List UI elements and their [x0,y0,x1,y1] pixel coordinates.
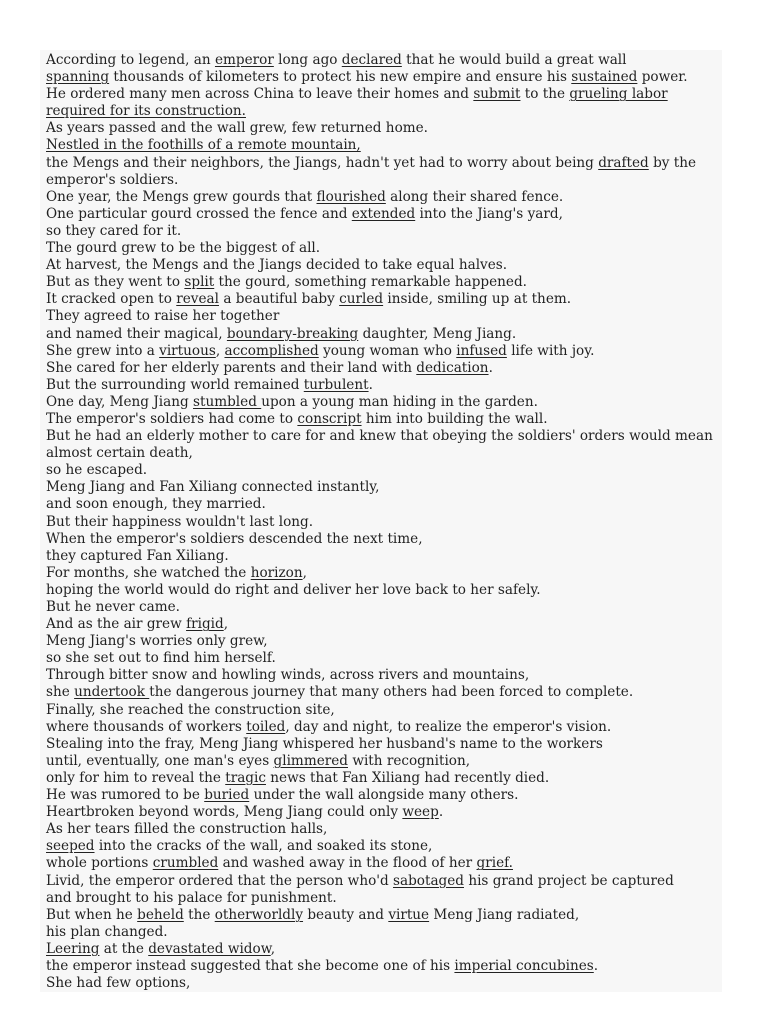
underlined-term: buried [204,787,250,804]
underlined-term: submit [473,86,521,103]
text-segment: beauty and [303,906,389,923]
text-segment: the dangerous journey that many others had been forced to complete. [149,684,634,701]
text-segment: One particular gourd crossed the fence and [46,205,352,222]
text-line [46,565,722,582]
text-line [46,667,722,684]
underlined-term: otherworldly [214,906,304,923]
underlined-term: Leering [46,940,100,957]
text-segment: He was rumored to be [46,787,205,804]
underlined-term: weep [402,804,439,821]
text-line [46,582,722,599]
underlined-term: boundary-breaking [226,325,359,342]
text-segment: that he would build a great wall [401,52,627,68]
text-segment: long ago [273,52,342,68]
underlined-term: toiled [246,718,286,735]
text-line [46,787,722,804]
underlined-term: virtuous [159,342,216,359]
underlined-term: extended [351,205,416,222]
text-segment: , [270,940,276,957]
text-line [46,616,722,633]
text-segment: But he never came. [46,599,180,615]
text-segment: . [368,376,373,393]
text-line [46,907,722,924]
text-segment: She grew into a [46,342,160,359]
underlined-term: declared [341,52,402,68]
text-segment: , [302,564,307,581]
text-segment: life with joy. [506,342,595,359]
underlined-term: horizon [250,564,303,581]
text-line [46,719,722,736]
text-segment: According to legend, an [46,52,215,68]
text-line [46,873,722,890]
text-segment: the [183,906,215,923]
text-segment: When the emperor's soldiers descended the next time, [46,530,423,547]
underlined-term: accomplished [224,342,319,359]
text-segment: But as they went to [46,274,185,291]
underlined-term: frigid [186,616,224,633]
text-line [46,650,722,667]
text-line [46,633,722,650]
text-segment: One day, Meng Jiang [46,393,194,410]
underlined-term: devastated widow [148,940,271,957]
underlined-term: curled [339,291,384,308]
text-line [46,257,722,274]
underlined-term: stumbled [193,393,262,410]
text-segment: only for him to reveal the [46,769,226,786]
text-segment: and named their magical, [46,325,227,342]
text-line [46,52,722,69]
text-segment: the emperor instead suggested that she become one of his [46,957,455,974]
text-segment: and soon enough, they married. [46,496,266,513]
underlined-term: dedication [416,359,489,376]
text-line [46,343,722,360]
text-line [46,120,722,137]
text-segment: young woman who [318,342,457,359]
text-line [46,326,722,343]
text-line [46,890,722,907]
text-segment: and brought to his palace for punishment. [46,889,337,906]
text-segment: news that Fan Xiliang had recently died. [265,769,550,786]
text-line [46,975,722,992]
text-segment: his grand project be captured [464,872,674,889]
text-line [46,86,722,120]
text-segment: Finally, she reached the construction site, [46,701,335,718]
text-segment: upon a young man hiding in the garden. [261,393,538,410]
text-segment: And as the air grew [46,616,187,633]
underlined-term: virtue [388,906,430,923]
text-segment: . [488,359,493,376]
text-line [46,308,722,325]
underlined-term: reveal [176,291,219,308]
underlined-term: imperial concubines [454,957,594,974]
underlined-term: crumbled [152,855,219,872]
text-line [46,821,722,838]
text-segment: , [223,616,229,633]
text-segment: along their shared fence. [385,188,564,205]
text-segment: and washed away in the flood of her [218,855,477,872]
text-line [46,514,722,531]
text-segment: she [46,684,75,701]
underlined-term: sustained [571,69,638,86]
underlined-term: tragic [225,769,266,786]
text-line [46,753,722,770]
text-line [46,855,722,872]
text-segment: One year, the Mengs grew gourds that [46,188,317,205]
text-line [46,958,722,975]
text-segment: The gourd grew to be the biggest of all. [46,240,321,257]
text-segment: . [593,957,599,974]
text-segment: , day and night, to realize the emperor's vision. [285,718,612,735]
underlined-term: seeped [46,838,95,855]
text-segment: under the wall alongside many others. [249,787,519,804]
text-segment: to the [520,86,570,103]
text-segment: Meng Jiang and Fan Xiliang connected instantly, [46,479,380,496]
text-line [46,240,722,257]
text-line [46,804,722,821]
text-line [46,274,722,291]
text-segment: . [438,804,444,821]
underlined-term: drafted [598,154,649,171]
text-line [46,223,722,240]
underlined-term: split [184,274,215,291]
text-line [46,394,722,411]
text-segment: into the Jiang's yard, [415,205,563,222]
text-segment: But their happiness wouldn't last long. [46,513,314,530]
text-segment: with recognition, [348,752,471,769]
text-line [46,377,722,394]
text-line [46,69,722,86]
text-segment: Heartbroken beyond words, Meng Jiang could only [46,804,403,821]
text-segment: , [215,342,225,359]
underlined-term: glimmered [273,752,348,769]
text-segment: Meng Jiang's worries only grew, [46,633,268,650]
text-segment: But the surrounding world remained [46,376,304,393]
document-body [40,50,722,992]
text-segment: the gourd, something remarkable happened. [214,274,527,291]
underlined-term: Nestled in the foothills of a remote mountain, [46,137,361,154]
text-line [46,684,722,701]
text-line [46,702,722,719]
text-line [46,411,722,428]
text-segment: into the cracks of the wall, and soaked its stone, [94,838,433,855]
text-segment: Livid, the emperor ordered that the person who'd [46,872,394,889]
text-segment: For months, she watched the [46,564,251,581]
text-segment: Meng Jiang radiated, [429,906,580,923]
underlined-term: sabotaged [393,872,464,889]
text-line [46,155,722,189]
text-segment: She cared for her elderly parents and their land with [46,359,417,376]
text-segment: by the emperor's soldiers. [46,154,697,188]
text-segment: so she set out to find him herself. [46,650,276,667]
text-line [46,770,722,787]
text-line [46,548,722,565]
text-segment: whole portions [46,855,153,872]
text-line [46,924,722,941]
text-segment: a beautiful baby [219,291,340,308]
underlined-term: flourished [316,188,386,205]
underlined-term: infused [456,342,507,359]
text-line [46,496,722,513]
underlined-term: grueling labor required for its construction. [46,86,668,120]
text-line [46,462,722,479]
text-line [46,941,722,958]
text-segment: Through bitter snow and howling winds, across rivers and mountains, [46,667,530,684]
underlined-term: emperor [214,52,274,68]
text-line [46,360,722,377]
text-segment: She had few options, [46,975,191,992]
text-segment: so they cared for it. [46,222,182,239]
text-segment: the Mengs and their neighbors, the Jiangs, hadn't yet had to worry about being [46,154,599,171]
underlined-term: undertook [74,684,150,701]
text-segment: him into building the wall. [361,410,548,427]
text-segment: They agreed to raise her together [46,308,280,325]
text-line [46,428,722,462]
underlined-term: spanning [46,69,110,86]
text-segment: at the [99,940,149,957]
text-segment: his plan changed. [46,923,168,940]
text-segment: they captured Fan Xiliang. [46,547,229,564]
text-segment: At harvest, the Mengs and the Jiangs decided to take equal halves. [46,257,508,274]
underlined-term: beheld [137,906,184,923]
text-segment: inside, smiling up at them. [383,291,572,308]
text-segment: But when he [46,906,138,923]
text-line [46,189,722,206]
text-line [46,137,722,154]
text-line [46,838,722,855]
text-line [46,736,722,753]
text-segment: As years passed and the wall grew, few returned home. [46,120,429,137]
text-segment: hoping the world would do right and deliver her love back to her safely. [46,581,541,598]
text-segment: But he had an elderly mother to care for and knew that obeying the soldiers' orders would mean almost certain death, [46,428,713,462]
text-line [46,599,722,616]
text-segment: Stealing into the fray, Meng Jiang whispered her husband's name to the workers [46,735,603,752]
text-line [46,531,722,548]
underlined-term: grief. [476,855,513,872]
text-line [46,291,722,308]
text-line [46,206,722,223]
underlined-term: conscript [297,410,362,427]
text-segment: thousands of kilometers to protect his new empire and ensure his [109,69,572,86]
text-segment: The emperor's soldiers had come to [46,410,298,427]
text-segment: until, eventually, one man's eyes [46,752,274,769]
text-segment: It cracked open to [46,291,177,308]
text-line [46,479,722,496]
text-segment: power. [637,69,688,86]
text-segment: where thousands of workers [46,718,247,735]
underlined-term: turbulent [303,376,369,393]
text-segment: As her tears filled the construction halls, [46,821,328,838]
text-segment: so he escaped. [46,462,148,479]
text-segment: daughter, Meng Jiang. [358,325,517,342]
text-segment: He ordered many men across China to leave their homes and [46,86,474,103]
